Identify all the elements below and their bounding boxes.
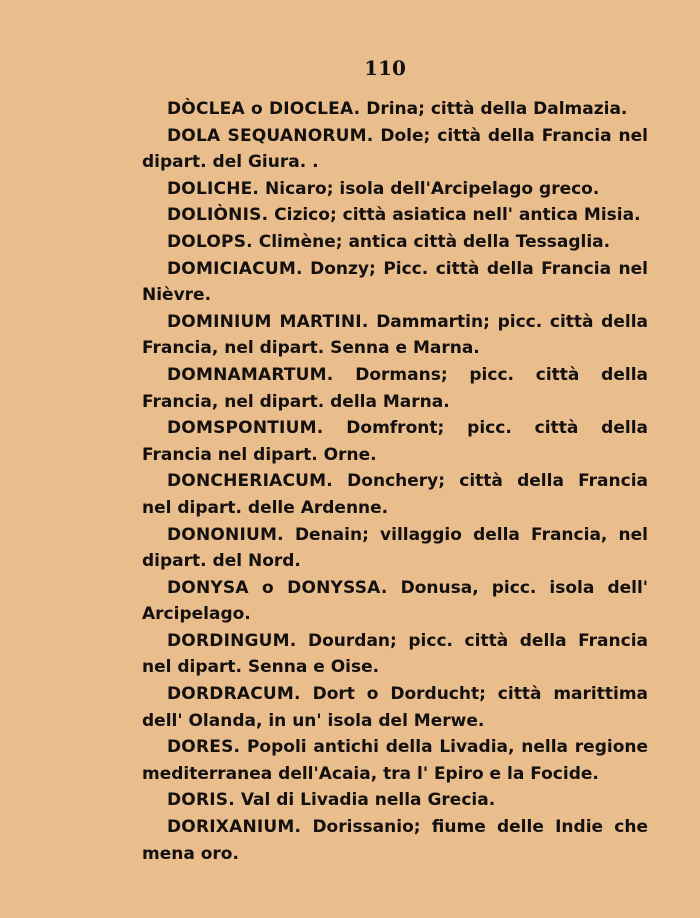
entry-headword: DOMSPONTIUM. bbox=[167, 418, 324, 439]
entry-definition: Climène; antica città della Tessaglia. bbox=[258, 231, 611, 252]
entry-headword: DOLOPS. bbox=[167, 231, 253, 252]
entry-definition: Denain; villaggio della Francia, nel dipart. del Nord. bbox=[142, 524, 648, 572]
entry-definition: Dammartin; picc. città della Francia, nel dipart. Senna e Marna. bbox=[142, 311, 649, 359]
dictionary-entry bbox=[142, 415, 648, 468]
dictionary-entry bbox=[142, 575, 648, 628]
entry-headword: DONYSA o DONYSSA. bbox=[167, 577, 388, 598]
dictionary-entry bbox=[142, 123, 648, 176]
dictionary-entry bbox=[142, 256, 648, 309]
entry-definition: Dourdan; picc. città della Francia nel dipart. Senna e Oise. bbox=[142, 630, 648, 678]
entry-definition: Dort o Dorducht; città marittima dell' Olanda, in un' isola del Merwe. bbox=[142, 684, 648, 731]
entry-headword: DÒCLEA o DIOCLEA. bbox=[167, 99, 361, 119]
entry-definition: Nicaro; isola dell'Arcipelago greco. bbox=[265, 178, 600, 199]
dictionary-entry bbox=[142, 176, 648, 203]
dictionary-entry bbox=[142, 202, 648, 229]
entry-headword: DOLIÒNIS. bbox=[167, 205, 269, 226]
entry-headword: DORIXANIUM. bbox=[167, 817, 302, 838]
dictionary-entry bbox=[142, 681, 648, 734]
entry-definition: Popoli antichi della Livadia, nella regione mediterranea dell'Acaia, tra l' Epiro e la Focide. bbox=[142, 737, 649, 784]
page-number: 110 bbox=[364, 56, 406, 80]
entry-definition: Val di Livadia nella Grecia. bbox=[240, 790, 496, 811]
entry-definition: Drina; città della Dalmazia. bbox=[366, 99, 628, 119]
dictionary-entry bbox=[142, 787, 648, 814]
entry-definition: Donchery; città della Francia nel dipart. delle Ardenne. bbox=[142, 471, 649, 518]
entry-headword: DOLA SEQUANORUM. bbox=[167, 125, 374, 146]
entry-definition: Domfront; picc. città della Francia nel dipart. Orne. bbox=[142, 418, 649, 465]
dictionary-entry bbox=[142, 96, 648, 123]
entry-headword: DONCHERIACUM. bbox=[167, 471, 333, 492]
entry-definition: Dole; città della Francia nel dipart. del Giura. . bbox=[142, 125, 648, 173]
entry-headword: DORIS. bbox=[167, 790, 235, 811]
dictionary-entry bbox=[142, 362, 648, 415]
entry-headword: DOMINIUM MARTINI. bbox=[167, 311, 369, 332]
entry-definition: Donusa, picc. isola dell' Arcipelago. bbox=[142, 577, 649, 625]
entry-headword: DOLICHE. bbox=[167, 178, 260, 199]
entry-headword: DORES. bbox=[167, 737, 241, 758]
entry-headword: DORDINGUM. bbox=[167, 630, 297, 651]
dictionary-entry bbox=[142, 522, 648, 575]
entry-definition: Cizico; città asiatica nell' antica Misia. bbox=[274, 205, 641, 226]
entry-headword: DOMICIACUM. bbox=[167, 258, 303, 279]
entry-headword: DOMNAMARTUM. bbox=[167, 364, 334, 385]
dictionary-entry bbox=[142, 309, 648, 362]
entry-definition: Dormans; picc. città della Francia, nel dipart. della Marna. bbox=[142, 364, 648, 412]
dictionary-entry bbox=[142, 468, 648, 521]
entry-headword: DORDRACUM. bbox=[167, 684, 301, 705]
entry-definition: Dorissanio; fiume delle Indie che mena oro. bbox=[142, 817, 648, 864]
dictionary-entry bbox=[142, 734, 648, 787]
entry-definition: Donzy; Picc. città della Francia nel Nièvre. bbox=[142, 258, 649, 306]
dictionary-entry bbox=[142, 814, 648, 867]
dictionary-entry bbox=[142, 628, 648, 681]
dictionary-entry bbox=[142, 229, 648, 256]
dictionary-entries bbox=[142, 96, 648, 867]
entry-headword: DONONIUM. bbox=[167, 524, 284, 545]
